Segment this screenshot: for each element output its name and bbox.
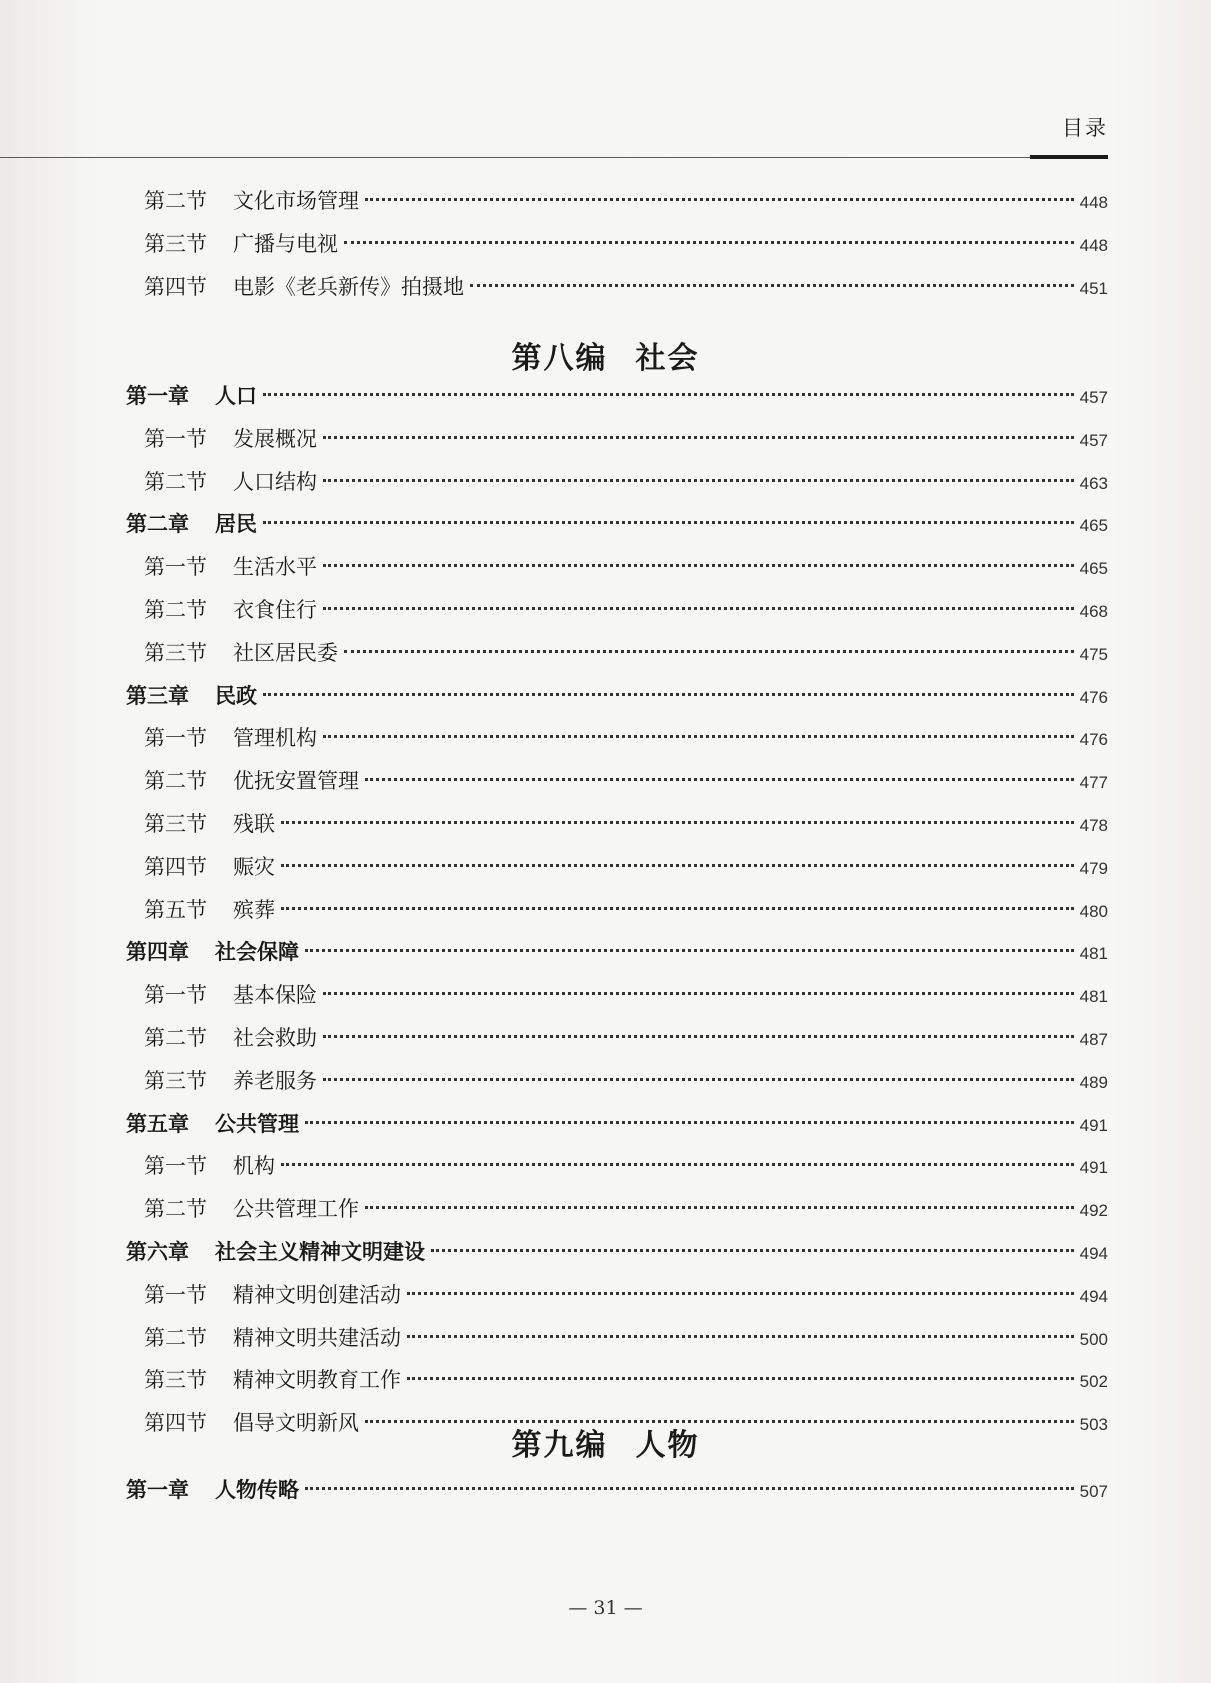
entry-number: 第三章 — [126, 682, 189, 708]
entry-title: 精神文明创建活动 — [233, 1282, 401, 1307]
entry-page-number: 479 — [1079, 858, 1108, 878]
dot-leader — [344, 241, 1074, 244]
entry-page-number: 481 — [1079, 944, 1108, 964]
entry-title: 基本保险 — [233, 983, 317, 1008]
dot-leader — [305, 1121, 1074, 1124]
entry-page-number: 457 — [1079, 388, 1108, 407]
toc-chapter-entry[interactable] — [126, 1234, 1108, 1270]
entry-page-number: 451 — [1079, 279, 1108, 298]
entry-page-number: 465 — [1079, 516, 1108, 536]
toc-section-entry[interactable] — [144, 1320, 1108, 1356]
entry-title: 发展概况 — [233, 426, 317, 451]
toc-chapter-entry[interactable] — [126, 506, 1108, 542]
entry-title: 生活水平 — [233, 555, 317, 580]
toc-section-entry[interactable] — [144, 183, 1108, 219]
toc-section-entry[interactable] — [144, 1191, 1108, 1227]
entry-title: 优抚安置管理 — [233, 769, 359, 794]
running-head: 目录 — [1062, 116, 1108, 140]
dot-leader — [305, 949, 1074, 952]
entry-title: 衣食住行 — [233, 598, 317, 622]
toc-section-entry[interactable] — [144, 226, 1108, 262]
entry-page-number: 507 — [1079, 1482, 1108, 1501]
dot-leader — [323, 436, 1074, 439]
entry-title: 社会救助 — [233, 1026, 317, 1050]
entry-title: 社区居民委 — [233, 640, 338, 665]
dot-leader — [263, 393, 1074, 396]
entry-number: 第四节 — [144, 275, 207, 299]
entry-title: 公共管理 — [215, 1110, 299, 1136]
toc-section-entry[interactable] — [144, 1277, 1108, 1313]
entry-number: 第五章 — [126, 1110, 189, 1136]
entry-number: 第四节 — [144, 854, 207, 879]
toc-section-entry[interactable] — [144, 549, 1108, 585]
entry-title: 人口结构 — [233, 469, 317, 494]
entry-number: 第一章 — [126, 383, 189, 408]
dot-leader — [470, 284, 1074, 287]
toc-section-entry[interactable] — [144, 849, 1108, 885]
entry-title: 机构 — [233, 1154, 275, 1179]
dot-leader — [281, 821, 1074, 824]
entry-title: 公共管理工作 — [233, 1197, 359, 1222]
entry-title: 电影《老兵新传》拍摄地 — [233, 275, 464, 299]
entry-title: 广播与电视 — [233, 232, 338, 256]
dot-leader — [365, 1206, 1074, 1209]
entry-title: 赈灾 — [233, 854, 275, 879]
page-number: — 31 — — [568, 1597, 643, 1619]
toc-chapter-entry[interactable] — [126, 1106, 1108, 1142]
toc-chapter-entry[interactable] — [126, 1472, 1108, 1508]
entry-page-number: 500 — [1079, 1329, 1108, 1349]
entry-number: 第二节 — [144, 769, 207, 794]
entry-page-number: 489 — [1079, 1072, 1108, 1092]
entry-page-number: 476 — [1079, 730, 1108, 750]
entry-number: 第一节 — [144, 726, 207, 751]
dot-leader — [365, 198, 1074, 201]
toc-section-entry[interactable] — [144, 592, 1108, 628]
entry-title: 养老服务 — [233, 1068, 317, 1093]
entry-page-number: 475 — [1079, 644, 1108, 664]
dot-leader — [407, 1377, 1074, 1380]
dot-leader — [323, 564, 1074, 567]
toc-section-entry[interactable] — [144, 1063, 1108, 1099]
entry-title: 人物传略 — [215, 1477, 299, 1502]
entry-number: 第三节 — [144, 640, 207, 665]
dot-leader — [431, 1249, 1074, 1252]
toc-section-entry[interactable] — [144, 1148, 1108, 1184]
entry-number: 第二节 — [144, 189, 207, 213]
toc-section-entry[interactable] — [144, 464, 1108, 500]
toc-section-entry[interactable] — [144, 421, 1108, 457]
entry-page-number: 487 — [1079, 1030, 1108, 1049]
header-rule-accent — [1030, 155, 1108, 159]
entry-page-number: 503 — [1079, 1415, 1108, 1435]
entry-page-number: 502 — [1079, 1372, 1108, 1392]
toc-section-entry[interactable] — [144, 269, 1108, 305]
entry-title: 精神文明教育工作 — [233, 1368, 401, 1393]
entry-page-number: 492 — [1079, 1201, 1108, 1221]
toc-chapter-entry[interactable] — [126, 934, 1108, 970]
entry-number: 第一节 — [144, 426, 207, 451]
toc-chapter-entry[interactable] — [126, 378, 1108, 414]
part-number: 第八编 — [511, 341, 608, 376]
entry-title: 人口 — [215, 383, 257, 408]
entry-page-number: 480 — [1079, 901, 1108, 921]
toc-section-entry[interactable] — [144, 806, 1108, 842]
entry-number: 第二章 — [126, 511, 189, 537]
entry-number: 第三节 — [144, 1068, 207, 1093]
dot-leader — [305, 1487, 1074, 1490]
dot-leader — [323, 992, 1074, 995]
entry-page-number: 494 — [1079, 1286, 1108, 1306]
entry-number: 第三节 — [144, 812, 207, 836]
part-title: 人物 — [635, 1428, 700, 1463]
dot-leader — [344, 650, 1074, 653]
entry-number: 第三节 — [144, 232, 207, 256]
entry-number: 第一章 — [126, 1477, 189, 1502]
entry-number: 第四章 — [126, 939, 189, 965]
entry-page-number: 448 — [1079, 193, 1108, 212]
entry-number: 第二节 — [144, 1197, 207, 1222]
entry-number: 第一节 — [144, 1282, 207, 1307]
entry-title: 倡导文明新风 — [233, 1411, 359, 1436]
entry-title: 民政 — [215, 682, 257, 708]
entry-page-number: 477 — [1079, 773, 1108, 793]
header-rule — [0, 157, 1108, 158]
entry-number: 第三节 — [144, 1368, 207, 1393]
entry-page-number: 494 — [1079, 1244, 1108, 1263]
entry-number: 第五节 — [144, 897, 207, 922]
entry-number: 第二节 — [144, 1325, 207, 1350]
dot-leader — [407, 1335, 1074, 1338]
entry-title: 居民 — [215, 511, 257, 537]
toc-section-entry[interactable] — [144, 1020, 1108, 1056]
entry-number: 第一节 — [144, 983, 207, 1008]
entry-title: 文化市场管理 — [233, 189, 359, 213]
entry-page-number: 491 — [1079, 1158, 1108, 1178]
entry-number: 第二节 — [144, 598, 207, 622]
entry-title: 社会保障 — [215, 939, 299, 965]
dot-leader — [263, 693, 1074, 696]
entry-page-number: 491 — [1079, 1115, 1108, 1135]
entry-page-number: 476 — [1079, 687, 1108, 707]
part-heading-8 — [0, 333, 1211, 377]
entry-page-number: 448 — [1079, 236, 1108, 255]
dot-leader — [263, 521, 1074, 524]
dot-leader — [323, 735, 1074, 738]
toc-section-entry[interactable] — [144, 977, 1108, 1013]
entry-title: 精神文明共建活动 — [233, 1325, 401, 1350]
toc-section-entry[interactable] — [144, 635, 1108, 671]
entry-page-number: 468 — [1079, 602, 1108, 621]
entry-title: 社会主义精神文明建设 — [215, 1239, 425, 1264]
entry-title: 管理机构 — [233, 726, 317, 751]
dot-leader — [281, 907, 1074, 910]
dot-leader — [323, 1035, 1074, 1038]
entry-page-number: 481 — [1079, 987, 1108, 1007]
toc-section-entry[interactable] — [144, 892, 1108, 928]
part-number: 第九编 — [511, 1428, 608, 1463]
dot-leader — [281, 864, 1074, 867]
entry-title: 残联 — [233, 812, 275, 836]
toc-section-entry[interactable] — [144, 763, 1108, 799]
entry-number: 第一节 — [144, 1154, 207, 1179]
entry-number: 第四节 — [144, 1411, 207, 1436]
entry-number: 第六章 — [126, 1239, 189, 1264]
toc-section-entry[interactable] — [144, 720, 1108, 756]
toc-chapter-entry[interactable] — [126, 678, 1108, 714]
entry-title: 殡葬 — [233, 897, 275, 922]
dot-leader — [323, 1078, 1074, 1081]
entry-number: 第二节 — [144, 469, 207, 494]
dot-leader — [323, 607, 1074, 610]
entry-page-number: 457 — [1079, 430, 1108, 450]
entry-number: 第一节 — [144, 555, 207, 580]
entry-number: 第二节 — [144, 1026, 207, 1050]
toc-section-entry[interactable] — [144, 1362, 1108, 1398]
entry-page-number: 465 — [1079, 559, 1108, 579]
dot-leader — [407, 1292, 1074, 1295]
dot-leader — [365, 1420, 1074, 1423]
entry-page-number: 463 — [1079, 473, 1108, 493]
entry-page-number: 478 — [1079, 816, 1108, 835]
dot-leader — [323, 479, 1074, 482]
part-title: 社会 — [635, 341, 700, 376]
toc-section-entry[interactable] — [144, 1405, 1108, 1441]
dot-leader — [365, 778, 1074, 781]
dot-leader — [281, 1163, 1074, 1166]
